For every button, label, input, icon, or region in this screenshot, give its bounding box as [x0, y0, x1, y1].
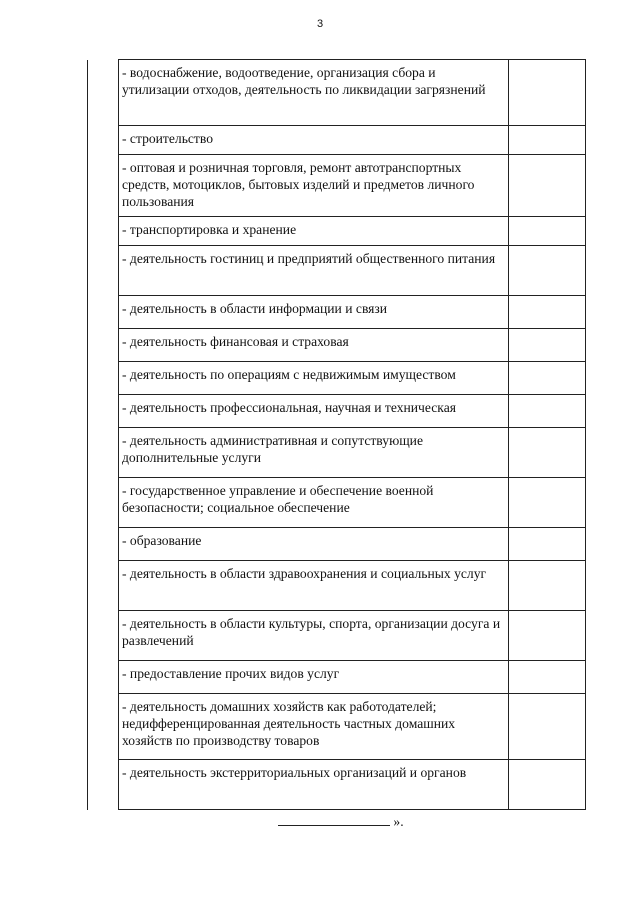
- table-row: [88, 296, 586, 329]
- closing-quote: ».: [393, 814, 404, 829]
- activity-label-cell: - деятельность финансовая и страховая: [119, 329, 509, 362]
- value-cell[interactable]: [509, 478, 586, 528]
- value-cell[interactable]: [509, 296, 586, 329]
- value-cell[interactable]: [509, 126, 586, 155]
- page-number: 3: [316, 18, 324, 30]
- activity-label-cell: - деятельность в области здравоохранения и социальных услуг: [119, 561, 509, 611]
- activity-label-cell: - водоснабжение, водоотведение, организация сбора и утилизации отходов, деятельность по ликвидации загрязнений: [119, 60, 509, 126]
- activity-label-cell: - оптовая и розничная торговля, ремонт автотранспортных средств, мотоциклов, бытовых изделий и предметов личного пользования: [119, 155, 509, 217]
- table-row: [88, 611, 586, 661]
- value-cell[interactable]: [509, 60, 586, 126]
- table-row: [88, 362, 586, 395]
- table-row: [88, 126, 586, 155]
- table-row: [88, 478, 586, 528]
- table-row: [88, 694, 586, 760]
- table-body: [88, 60, 586, 810]
- activity-label-cell: - деятельность домашних хозяйств как работодателей; недифференцированная деятельность частных домашних хозяйств по производству товаров: [119, 694, 509, 760]
- activity-label-cell: - деятельность в области информации и связи: [119, 296, 509, 329]
- table-row: [88, 561, 586, 611]
- table-row: [88, 395, 586, 428]
- value-cell[interactable]: [509, 561, 586, 611]
- table-row: [88, 661, 586, 694]
- value-cell[interactable]: [509, 155, 586, 217]
- value-cell[interactable]: [509, 661, 586, 694]
- value-cell[interactable]: [509, 694, 586, 760]
- table-row: [88, 155, 586, 217]
- table-row: [88, 528, 586, 561]
- activity-label-cell: - деятельность административная и сопутствующие дополнительные услуги: [119, 428, 509, 478]
- activity-table: [87, 59, 586, 810]
- activity-label-cell: - деятельность в области культуры, спорта, организации досуга и развлечений: [119, 611, 509, 661]
- activity-label-cell: - строительство: [119, 126, 509, 155]
- value-cell[interactable]: [509, 611, 586, 661]
- value-cell[interactable]: [509, 395, 586, 428]
- activity-label-cell: - деятельность экстерриториальных организаций и органов: [119, 760, 509, 810]
- activity-label-cell: - государственное управление и обеспечение военной безопасности; социальное обеспечение: [119, 478, 509, 528]
- table-row: [88, 760, 586, 810]
- value-cell[interactable]: [509, 528, 586, 561]
- value-cell[interactable]: [509, 246, 586, 296]
- merged-left-cell: [88, 60, 119, 810]
- value-cell[interactable]: [509, 760, 586, 810]
- value-cell[interactable]: [509, 428, 586, 478]
- activity-label-cell: - транспортировка и хранение: [119, 217, 509, 246]
- value-cell[interactable]: [509, 362, 586, 395]
- value-cell[interactable]: [509, 217, 586, 246]
- blank-fill-line: [278, 813, 390, 826]
- table-row: [88, 60, 586, 126]
- table-row: [88, 428, 586, 478]
- value-cell[interactable]: [509, 329, 586, 362]
- activity-label-cell: - образование: [119, 528, 509, 561]
- table-row: [88, 246, 586, 296]
- activity-label-cell: - деятельность по операциям с недвижимым имуществом: [119, 362, 509, 395]
- activity-label-cell: - предоставление прочих видов услуг: [119, 661, 509, 694]
- footer-line: [278, 813, 404, 830]
- activity-label-cell: - деятельность профессиональная, научная и техническая: [119, 395, 509, 428]
- table-row: [88, 217, 586, 246]
- activity-label-cell: - деятельность гостиниц и предприятий общественного питания: [119, 246, 509, 296]
- table-row: [88, 329, 586, 362]
